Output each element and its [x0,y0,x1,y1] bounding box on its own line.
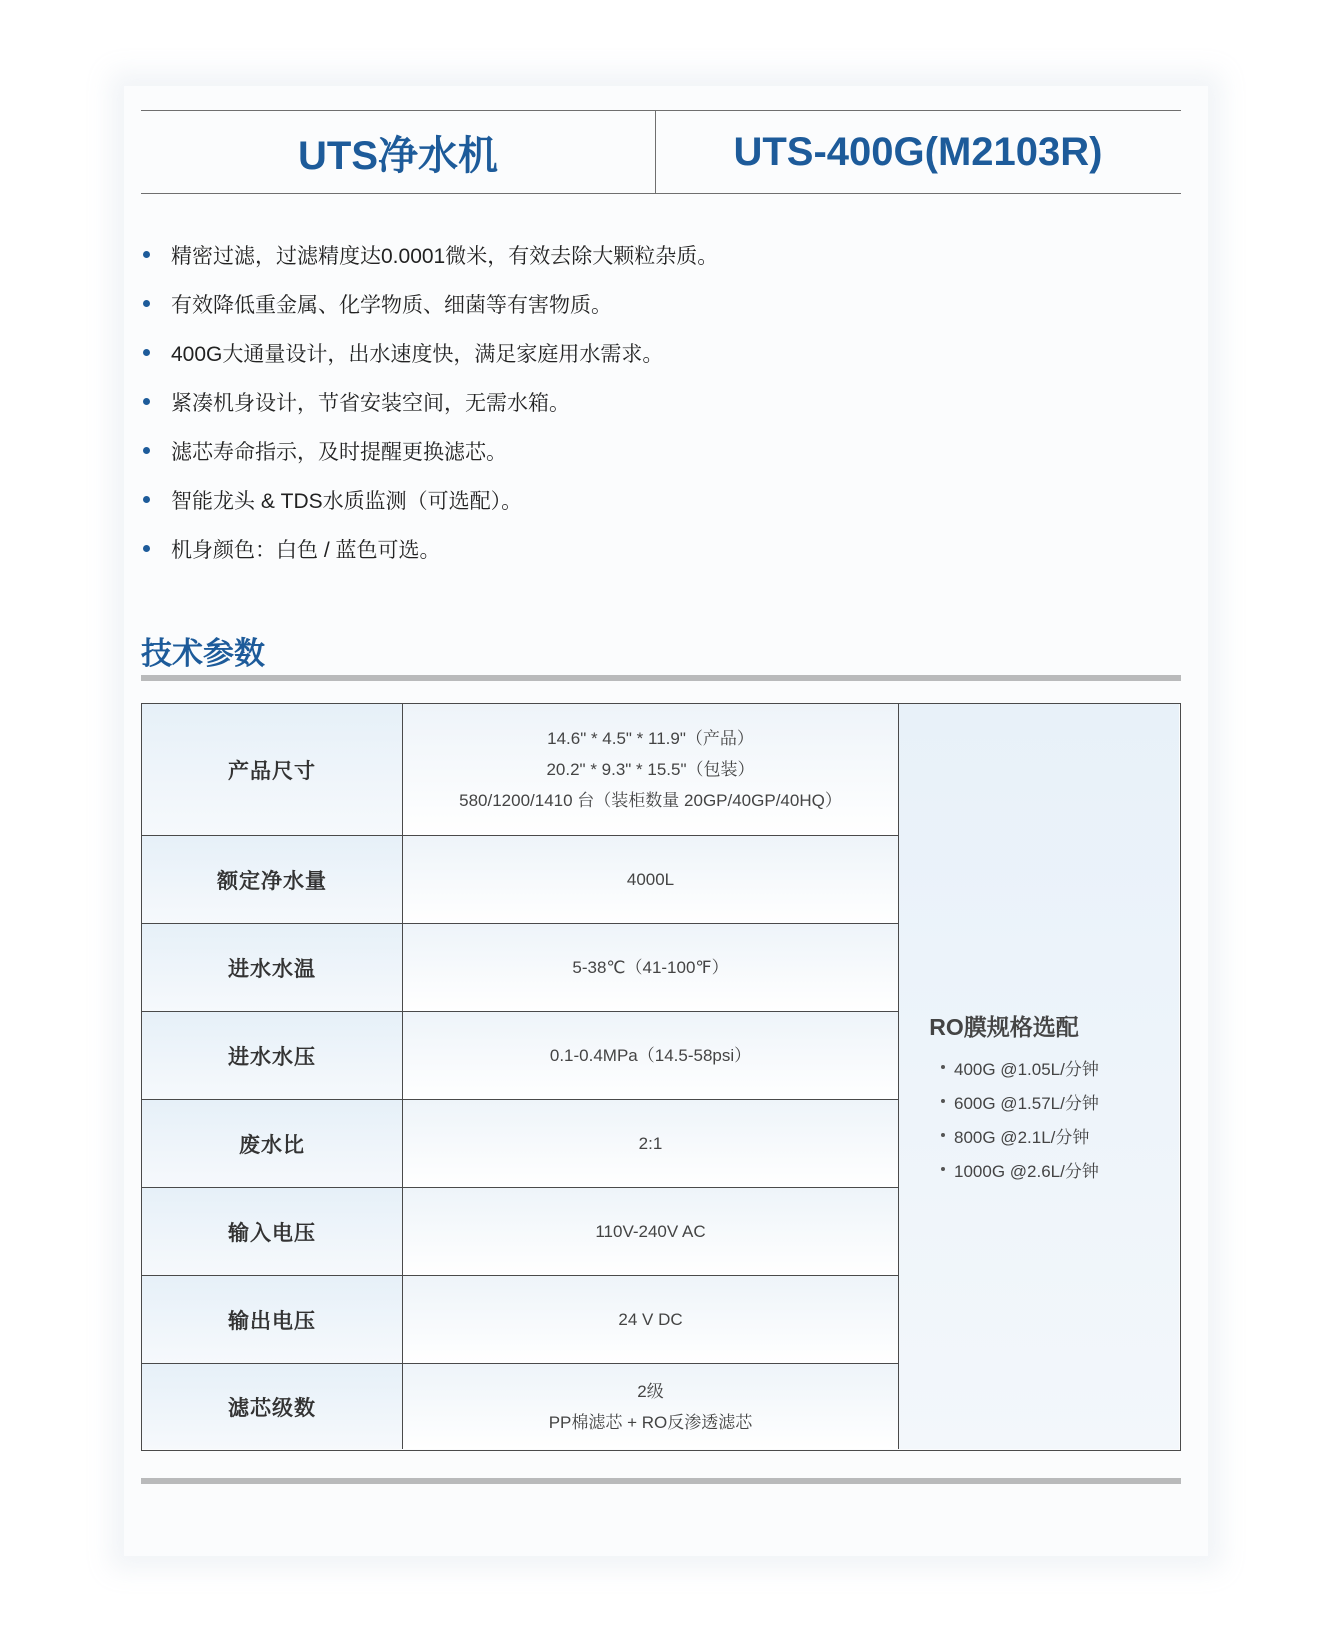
spec-row-input-voltage [142,1188,898,1276]
spec-row-water-temperature [142,924,898,1012]
feature-text: 400G大通量设计，出水速度快，满足家庭用水需求。 [171,342,664,366]
spec-value [403,924,898,1011]
feature-list [141,230,718,573]
bullet-dot-icon [143,447,150,454]
spec-row-filter-stages [142,1364,898,1449]
spec-value [403,836,898,923]
bullet-dot-icon [941,1167,945,1171]
spec-row-water-pressure [142,1012,898,1100]
ro-option-text: 1000G @2.6L/分钟 [954,1161,1099,1181]
ro-options-list [941,1050,1099,1186]
ro-option-item [941,1084,1099,1118]
bullet-dot-icon [143,545,150,552]
spec-row-rated-capacity [142,836,898,924]
ro-option-item [941,1118,1099,1152]
spec-value-line: 20.2" * 9.3" * 15.5"（包装） [546,760,755,779]
bullet-dot-icon [941,1065,945,1069]
bullet-dot-icon [143,349,150,356]
ro-option-text: 400G @1.05L/分钟 [954,1059,1099,1079]
ro-options-title: RO膜规格选配 [929,1014,1079,1040]
spec-value-line: 5-38℃（41-100℉） [572,958,729,977]
spec-value-line: 24 V DC [618,1310,683,1329]
spec-label: 滤芯级数 [142,1364,403,1449]
spec-label: 输入电压 [142,1188,403,1275]
spec-label: 进水水压 [142,1012,403,1099]
spec-value-line: PP棉滤芯 + RO反渗透滤芯 [548,1412,753,1432]
spec-value [403,1364,898,1449]
feature-text: 滤芯寿命指示，及时提醒更换滤芯。 [171,440,507,464]
spec-value-line: 2级 [637,1381,664,1401]
spec-value [403,1100,898,1187]
spec-value-line: 14.6" * 4.5" * 11.9"（产品） [547,729,754,748]
feature-text: 机身颜色：白色 / 蓝色可选。 [171,538,441,562]
feature-text: 紧凑机身设计，节省安装空间，无需水箱。 [171,391,570,415]
bullet-dot-icon [143,251,150,258]
spec-label: 产品尺寸 [142,704,403,835]
feature-item [141,230,718,279]
feature-item [141,426,718,475]
spec-table [141,703,1181,1451]
spec-label: 输出电压 [142,1276,403,1363]
ro-option-item [941,1050,1099,1084]
section-divider-bottom [141,1478,1181,1484]
section-divider-top [141,675,1181,681]
spec-value-line: 2:1 [638,1134,663,1153]
product-name: UTS净水机 [141,111,656,193]
spec-label: 进水水温 [142,924,403,1011]
spec-row-dimensions [142,704,898,836]
spec-value-line: 110V-240V AC [595,1222,706,1241]
spec-value-line: 580/1200/1410 台（装柜数量 20GP/40GP/40HQ） [459,791,842,810]
bullet-dot-icon [941,1099,945,1103]
bullet-dot-icon [941,1133,945,1137]
bullet-dot-icon [143,398,150,405]
ro-option-text: 800G @2.1L/分钟 [954,1127,1090,1147]
feature-item [141,328,718,377]
spec-value [403,1188,898,1275]
feature-text: 精密过滤，过滤精度达0.0001微米，有效去除大颗粒杂质。 [171,244,719,268]
bullet-dot-icon [143,496,150,503]
title-header [141,110,1181,194]
spec-value [403,1012,898,1099]
spec-value-line: 0.1-0.4MPa（14.5-58psi） [549,1046,752,1065]
feature-item [141,279,718,328]
bullet-dot-icon [143,300,150,307]
feature-text: 有效降低重金属、化学物质、细菌等有害物质。 [171,293,612,317]
spec-row-output-voltage [142,1276,898,1364]
spec-label: 额定净水量 [142,836,403,923]
feature-text: 智能龙头 & TDS水质监测（可选配）。 [171,489,523,513]
spec-value [403,1276,898,1363]
spec-value [403,704,898,835]
ro-membrane-options-panel [898,704,1179,1449]
ro-option-text: 600G @1.57L/分钟 [954,1093,1099,1113]
feature-item [141,475,718,524]
ro-option-item [941,1152,1099,1186]
spec-label: 废水比 [142,1100,403,1187]
specs-section-title: 技术参数 [141,636,265,671]
feature-item [141,524,718,573]
model-number: UTS-400G(M2103R) [733,129,1103,174]
feature-item [141,377,718,426]
spec-value-line: 4000L [626,870,675,889]
spec-row-waste-ratio [142,1100,898,1188]
